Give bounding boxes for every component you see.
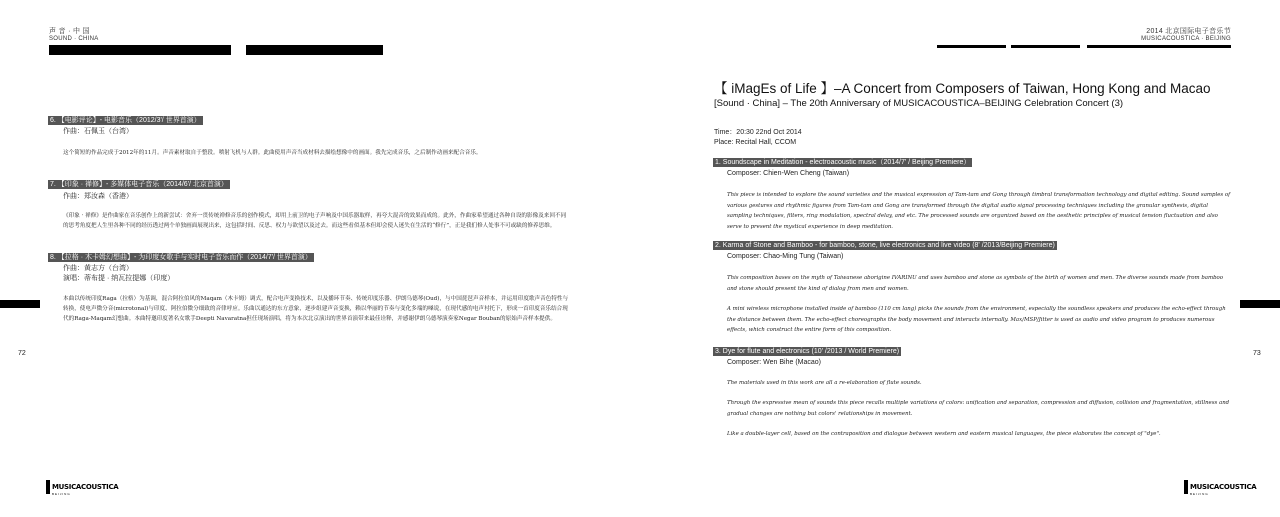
concert-subtitle: [Sound · China] – The 20th Anniversary of MUSICACOUSTICA–BEIJING Celebration Concert (3) <box>714 98 1124 109</box>
concert-title: 【 iMagEs of Life 】–A Concert from Composers of Taiwan, Hong Kong and Macao <box>714 81 1211 96</box>
program-item-description: The materials used in this work are all a re-elaboration of flute sounds. <box>727 380 922 386</box>
left-item-body: 这个简短的作品完成于2012年的11月。声音素材取自于整段。喷射飞机与人群。此曲使用声音当成材料去描绘想像中的画面。我先完成音乐，之后制作动画来配合音乐。 <box>63 150 482 156</box>
right-logo-subtext: BEIJING <box>1190 492 1209 496</box>
left-item-body: 本曲以传统印度Raga（拉格）为基调，混合阿拉伯风的Maqam（木卡姆）调式，配合电声变换技术，以及播环节奏、传统印度乐器、伊朗乌德琴(Oud)，与中国琵琶声音样本，并运用印度歌声音色特性与转换，使电声微分音(microtonal)与印度、阿拉伯微分细致的音律呼应。乐曲以通达的东方意象，逐步组建声音变换，赖以华丽的节奏与变化多端的嗓说，在现代感的电声衬托下，形成一首印度音乐结合现代的Raga-Maqam幻想曲。本曲特邀印度著名女歌手Deepti Navaratna担任现场演唱，将为本次北京演出的世界首演带来最佳诠释，并感谢伊朗乌德琴演奏家Negar Bouban的原始声音样本提供。 <box>63 296 569 322</box>
program-item-description: This piece is intended to explore the sound varieties and the musical expression of Tam-tam and Gong through timbral transformation technology and digital editing. Sound samples of various gestures and rhythmic figures from Tam-tam and Gong are transformed through the digital audio signal processing techniques including the granular synthesis, digital sampling techniques, filters, ring modulation, spectral delay, and etc. The processed sounds are organized based on the aesthetic principles of musical tension fluctuation and also serve to present the mystical experience in deep meditation. <box>727 192 1231 230</box>
left-item-heading: 6. 【电影评论】- 电影音乐（2012/3'/ 世界首演） <box>50 117 201 124</box>
logo-mark-icon <box>1184 480 1188 494</box>
left-item-credit: 作曲：石佩玉（台湾） <box>63 128 133 135</box>
left-item-body: 《印象 · 禅修》是作曲家在音乐创作上的新尝试：舍弃一贯传统禅修音乐的创作模式，却用上前卫的电子声响及中国乐器取样，再夸大混音的效果而成的。此外，作曲家希望通过各种自设的影像及来回不同的思考角度把人生里各种不同的经历透过两个单独画面展现出来，这包括时间、反思、权力与欲望以及过去。而这些看似基本但却会使人迷失在生活的“修行”，正是我们修人处事不可或缺的修养思维。 <box>63 213 567 229</box>
program-item-heading: 1. Soundscape in Meditation - electroacoustic music（2014/7' / Beijing Premiere） <box>715 159 971 166</box>
left-item-credit: 演唱：蒂布提 · 纳瓦拉提娜（印度） <box>63 275 175 282</box>
program-item-composer: Composer: Chao-Ming Tung (Taiwan) <box>727 253 844 260</box>
program-item-heading: 3. Dye for flute and electronics (10' /2013 / World Premiere) <box>715 348 900 355</box>
program-item-composer: Composer: Chien-Wen Cheng (Taiwan) <box>727 170 850 177</box>
logo-mark-icon <box>46 480 50 494</box>
right-page-number: 73 <box>1253 350 1261 357</box>
left-item-credit: 作曲：黄志方（台湾） <box>63 265 133 272</box>
right-header-bar-2 <box>1011 45 1080 48</box>
left-header-bar-1 <box>49 45 231 55</box>
right-header-english: MUSICACOUSTICA · BEIJING <box>1141 36 1231 42</box>
program-item-description: Through the expressive mean of sounds this piece recalls multiple variations of colors: unification and separation, compression and diffusion, collision and fragmentation, stillness and gradual changes are nothing but colors' relationships in movement. <box>727 400 1230 417</box>
right-musicacoustica-logo <box>1184 480 1257 502</box>
left-item-heading: 7. 【印象 · 禅修】- 多媒体电子音乐（2014/6'/ 北京首演） <box>50 181 228 188</box>
left-logo-subtext: BEIJING <box>52 492 71 496</box>
program-item-description: Like a double-layer cell, based on the contraposition and dialogue between western and eastern musical languages, the piece elaborates the concept of "dye". <box>727 431 1161 437</box>
left-logo-text: MUSICACOUSTICA <box>52 483 119 491</box>
program-item-description: This composition bases on the myth of Taiwanese aborigine IVARINU and uses bamboo and stone as symbols of the birth of women and men. The diverse sounds made from bamboo and stone should present the kind of dialog from men and women. <box>727 275 1224 292</box>
program-item-heading: 2. Karma of Stone and Bamboo - for bamboo, stone, live electronics and live video (8' /2013/Beijing Premiere) <box>715 242 1055 249</box>
right-header-bar-1 <box>937 45 1006 48</box>
left-header-english: SOUND · CHINA <box>49 36 99 42</box>
left-page-tab <box>0 300 40 308</box>
concert-place: Place: Recital Hall, CCOM <box>714 139 797 146</box>
left-header-bar-2 <box>246 45 383 55</box>
left-page-number: 72 <box>18 350 26 357</box>
left-item-heading: 8. 【拉格 · 木卡姆幻想曲】- 为印度女歌手与实时电子音乐而作（2014/7'/ 世界首演） <box>50 254 312 261</box>
right-page-tab <box>1240 300 1280 308</box>
left-musicacoustica-logo <box>46 480 119 502</box>
program-item-composer: Composer: Wen Bihe (Macao) <box>727 359 822 366</box>
right-header-chinese: 2014 北京国际电子音乐节 <box>1146 28 1231 35</box>
right-header-bar-3 <box>1087 45 1231 48</box>
program-item-description: A mini wireless microphone installed inside of bamboo (110 cm lang) picks the sounds from the environment, especially the soundless speakers and produces the echo-effect through the distance between them. The echo-effect choreographs the body movement and interacts internally. Max/MSP/Jitter is used as audio and video program to produces numerous effects, which construct the entire form of this composition. <box>727 306 1226 333</box>
concert-time: Time：20:30 22nd Oct 2014 <box>714 129 802 136</box>
left-header-chinese: 声 音 · 中 国 <box>49 28 90 35</box>
left-item-credit: 作曲：郑汝森（香港） <box>63 193 133 200</box>
right-logo-text: MUSICACOUSTICA <box>1190 483 1257 491</box>
